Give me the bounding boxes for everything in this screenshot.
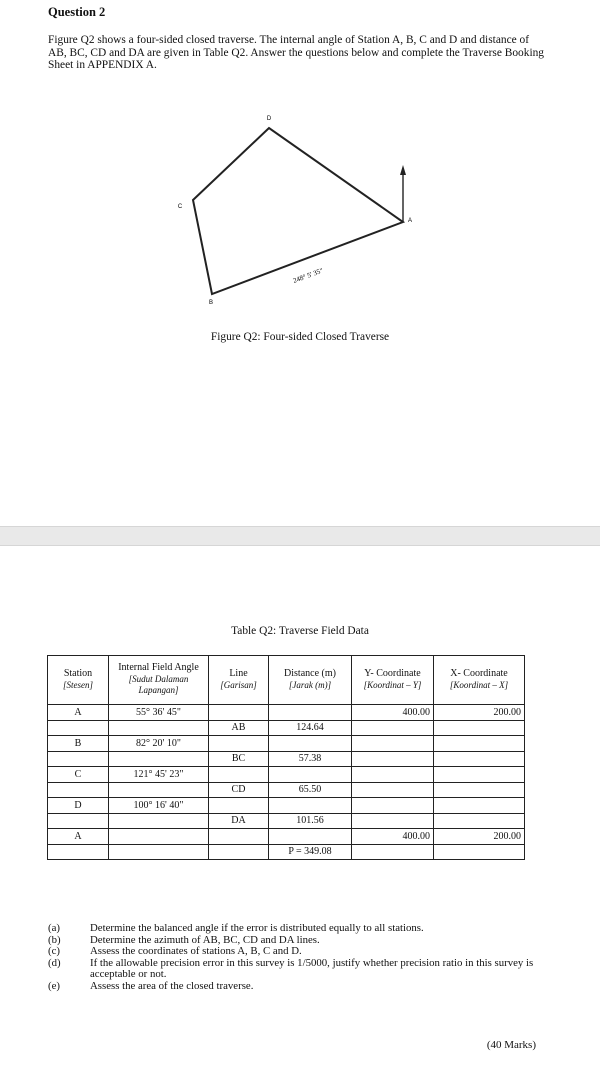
cell-line: AB — [209, 720, 269, 736]
cell-station — [48, 782, 109, 798]
cell-angle — [109, 813, 209, 829]
question-item — [48, 923, 568, 935]
cell-x — [434, 798, 525, 814]
cell-line — [209, 829, 269, 845]
cell-distance — [269, 829, 352, 845]
cell-x — [434, 736, 525, 752]
cell-line: BC — [209, 751, 269, 767]
cell-station — [48, 813, 109, 829]
cell-distance — [269, 798, 352, 814]
cell-distance: 57.38 — [269, 751, 352, 767]
marks-label: (40 Marks) — [486, 1039, 536, 1051]
cell-y — [352, 720, 434, 736]
cell-line — [209, 705, 269, 721]
cell-line — [209, 844, 269, 860]
header-angle: Internal Field Angle [Sudut Dalaman Lapangan] — [109, 656, 209, 705]
header-station: Station [Stesen] — [48, 656, 109, 705]
traverse-figure — [0, 0, 600, 330]
cell-x: 200.00 — [434, 829, 525, 845]
cell-angle: 82° 20' 10" — [109, 736, 209, 752]
cell-y — [352, 844, 434, 860]
cell-station: B — [48, 736, 109, 752]
page-separator — [0, 526, 600, 546]
figure-caption: Figure Q2: Four-sided Closed Traverse — [210, 331, 390, 343]
question-label: (e) — [48, 979, 60, 992]
cell-x — [434, 720, 525, 736]
cell-angle — [109, 751, 209, 767]
table-row — [48, 782, 525, 798]
cell-y: 400.00 — [352, 705, 434, 721]
cell-angle: 121° 45' 23" — [109, 767, 209, 783]
question-text: If the allowable precision error in this survey is 1/5000, justify whether precision ratio in this survey is acceptable or not. — [90, 956, 534, 981]
question-label: (c) — [48, 945, 60, 958]
header-y-coordinate: Y- Coordinate [Koordinat – Y] — [352, 656, 434, 705]
question-intro: Figure Q2 shows a four-sided closed traverse. The internal angle of Station A, B, C and D and distance of AB, BC, CD and DA are given in Table Q2. Answer the questions below and complete the Traverse Booking Sheet in APPENDIX A. — [48, 34, 544, 72]
question-label: (b) — [48, 933, 61, 946]
table-row — [48, 705, 525, 721]
cell-distance — [269, 736, 352, 752]
table-row — [48, 751, 525, 767]
cell-station — [48, 844, 109, 860]
cell-distance — [269, 767, 352, 783]
table-header-row — [48, 656, 525, 705]
label-station-c: C — [177, 204, 183, 210]
cell-y — [352, 751, 434, 767]
cell-y — [352, 767, 434, 783]
traverse-polygon — [193, 128, 403, 294]
cell-angle — [109, 829, 209, 845]
cell-y: 400.00 — [352, 829, 434, 845]
question-title: Question 2 — [48, 5, 106, 19]
question-text: Assess the area of the closed traverse. — [90, 979, 254, 992]
cell-x — [434, 782, 525, 798]
cell-line — [209, 767, 269, 783]
cell-angle: 100° 16' 40" — [109, 798, 209, 814]
question-text: Assess the coordinates of stations A, B, C and D. — [90, 945, 302, 958]
north-arrow-icon — [400, 165, 406, 175]
question-text: Determine the balanced angle if the error is distributed equally to all stations. — [90, 922, 424, 934]
table-row — [48, 798, 525, 814]
cell-angle: 55° 36' 45" — [109, 705, 209, 721]
cell-line — [209, 798, 269, 814]
cell-distance: P = 349.08 — [269, 844, 352, 860]
cell-y — [352, 736, 434, 752]
question-item — [48, 981, 568, 993]
cell-station: A — [48, 829, 109, 845]
table-row — [48, 829, 525, 845]
table-row — [48, 767, 525, 783]
cell-line — [209, 736, 269, 752]
header-distance: Distance (m) [Jarak (m)] — [269, 656, 352, 705]
cell-x — [434, 751, 525, 767]
label-station-a: A — [407, 218, 413, 224]
cell-distance: 101.56 — [269, 813, 352, 829]
question-label: (a) — [48, 922, 60, 934]
question-text: Determine the azimuth of AB, BC, CD and DA lines. — [90, 933, 320, 946]
cell-y — [352, 798, 434, 814]
cell-x — [434, 844, 525, 860]
header-x-coordinate: X- Coordinate [Koordinat – X] — [434, 656, 525, 705]
question-label: (d) — [48, 956, 61, 969]
table-row — [48, 720, 525, 736]
cell-station: C — [48, 767, 109, 783]
cell-distance: 65.50 — [269, 782, 352, 798]
cell-station — [48, 720, 109, 736]
cell-distance: 124.64 — [269, 720, 352, 736]
cell-angle — [109, 720, 209, 736]
question-item — [48, 958, 568, 981]
cell-line: CD — [209, 782, 269, 798]
question-list — [48, 923, 568, 993]
cell-angle — [109, 844, 209, 860]
traverse-data-table — [47, 655, 525, 860]
cell-station: A — [48, 705, 109, 721]
header-line: Line [Garisan] — [209, 656, 269, 705]
cell-angle — [109, 782, 209, 798]
table-row — [48, 844, 525, 860]
cell-station — [48, 751, 109, 767]
cell-y — [352, 782, 434, 798]
cell-x — [434, 813, 525, 829]
label-station-b: B — [208, 300, 214, 306]
cell-station: D — [48, 798, 109, 814]
cell-line: DA — [209, 813, 269, 829]
cell-x — [434, 767, 525, 783]
bearing-label: 248° 5' 35" — [291, 266, 325, 285]
table-row — [48, 736, 525, 752]
cell-distance — [269, 705, 352, 721]
label-station-d: D — [266, 116, 272, 122]
table-row — [48, 813, 525, 829]
cell-x: 200.00 — [434, 705, 525, 721]
table-caption: Table Q2: Traverse Field Data — [231, 625, 369, 637]
cell-y — [352, 813, 434, 829]
